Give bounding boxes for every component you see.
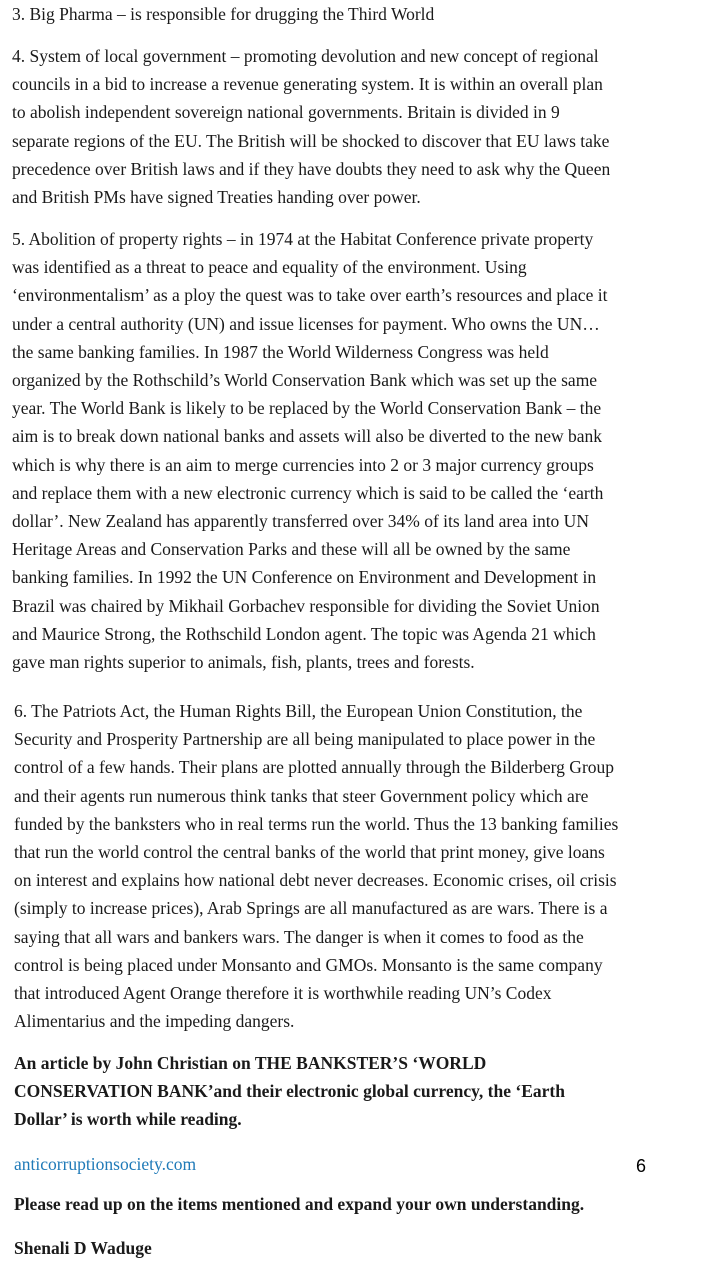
website-link[interactable]: anticorruptionsociety.com: [14, 1154, 197, 1174]
author-name: Shenali D Waduge: [14, 1238, 152, 1258]
page-number: 6: [636, 1156, 647, 1176]
list-item-4: 4. System of local government – promoting devolution and new concept of regional councils in a bid to increase a revenue generating system. It is within an overall plan to abolish independent sovereign national governments. Britain is divided in 9 separate regions of the EU. The British will be shocked to discover that EU laws take precedence over British laws and if they have doubts they need to ask why the Queen and British PMs have signed Treaties handing over power.: [12, 46, 611, 208]
list-item-5: 5. Abolition of property rights – in 1974 at the Habitat Conference private property was identified as a threat to peace and equality of the environment. Using ‘environmentalism’ as a ploy the quest was to take over earth’s resources and place it under a central authority (UN) and issue licenses for payment. Who owns the UN… the same banking families. In 1987 the World Wilderness Congress was held organized by the Rothschild’s World Conservation Bank which was set up the same year. The World Bank is likely to be replaced by the World Conservation Bank – the aim is to break down national banks and assets will also be diverted to the new bank which is why there is an aim to merge currencies into 2 or 3 major currency groups and replace them with a new electronic currency which is said to be called the ‘earth dollar’. New Zealand has apparently transferred over 34% of its land area into UN Heritage Areas and Conservation Parks and these will all be owned by the same banking families. In 1992 the UN Conference on Environment and Development in Brazil was chaired by Mikhail Gorbachev responsible for dividing the Soviet Union and Maurice Strong, the Rothschild London agent. The topic was Agenda 21 which gave man rights superior to animals, fish, plants, trees and forests.: [12, 229, 608, 673]
list-item-6: 6. The Patriots Act, the Human Rights Bill, the European Union Constitution, the Security and Prosperity Partnership are all being manipulated to place power in the control of a few hands. Their plans are plotted annually through the Bilderberg Group and their agents run numerous think tanks that steer Government policy which are funded by the banksters who in real terms run the world. Thus the 13 banking families that run the world control the central banks of the world that print money, give loans on interest and explains how national debt never decreases. Economic crises, oil crisis (simply to increase prices), Arab Springs are all manufactured as are wars. There is a saying that all wars and bankers wars. The danger is when it comes to food as the control is being placed under Monsanto and GMOs. Monsanto is the same company that introduced Agent Orange therefore it is worthwhile reading UN’s Codex Alimentarius and the impeding dangers.: [14, 701, 619, 1032]
closing-note: Please read up on the items mentioned and expand your own understanding.: [14, 1194, 585, 1214]
article-recommendation: An article by John Christian on THE BANKSTER’S ‘WORLD CONSERVATION BANK’and their electronic global currency, the ‘Earth Dollar’ is worth while reading.: [14, 1053, 565, 1130]
list-item-3: 3. Big Pharma – is responsible for drugging the Third World: [12, 4, 435, 24]
